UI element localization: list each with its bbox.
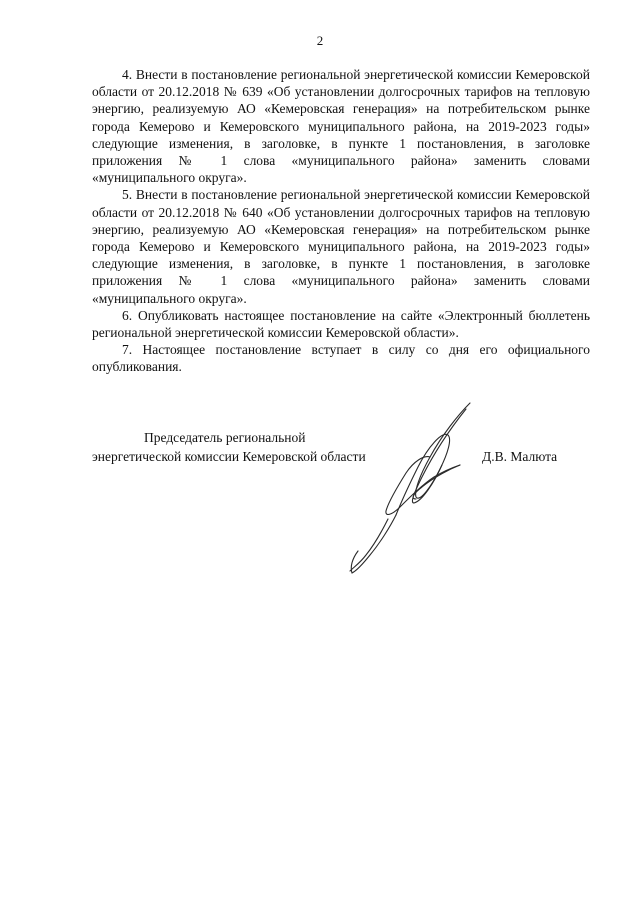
paragraph-item-4: 4. Внести в постановление региональной энергетической комиссии Кемеровской области от 20.12.2018 № 639 «Об установлении долгосрочных тарифов на тепловую энергию, реализуемую АО «Кемеровская генерация» на потребительском рынке города Кемерово и Кемеровского муниципального района, на 2019-2023 годы» следующие изменения, в заголовке, в пункте 1 постановления, в заголовке приложения № 1 слова «муниципального района» заменить словами «муниципального округа».: [92, 67, 590, 186]
signatory-position-line2: энергетической комиссии Кемеровской области: [92, 449, 366, 464]
paragraph-item-5: 5. Внести в постановление региональной энергетической комиссии Кемеровской области от 20.12.2018 № 640 «Об установлении долгосрочных тарифов на тепловую энергию, реализуемую АО «Кемеровская генерация» на потребительском рынке города Кемерово и Кемеровского муниципального района, на 2019-2023 годы» следующие изменения, в заголовке, в пункте 1 постановления, в заголовке приложения № 1 слова «муниципального района» заменить словами «муниципального округа».: [92, 187, 590, 306]
page-number: 2: [316, 33, 324, 48]
signatory-name: Д.В. Малюта: [482, 449, 558, 464]
document-body: [92, 66, 590, 376]
signatory-position-line1: Председатель региональной: [144, 430, 306, 445]
handwritten-signature: [330, 395, 480, 580]
paragraph-item-6: 6. Опубликовать настоящее постановление на сайте «Электронный бюллетень региональной энергетической комиссии Кемеровской области».: [92, 307, 590, 341]
paragraph-item-7: 7. Настоящее постановление вступает в силу со дня его официального опубликования.: [92, 342, 590, 375]
